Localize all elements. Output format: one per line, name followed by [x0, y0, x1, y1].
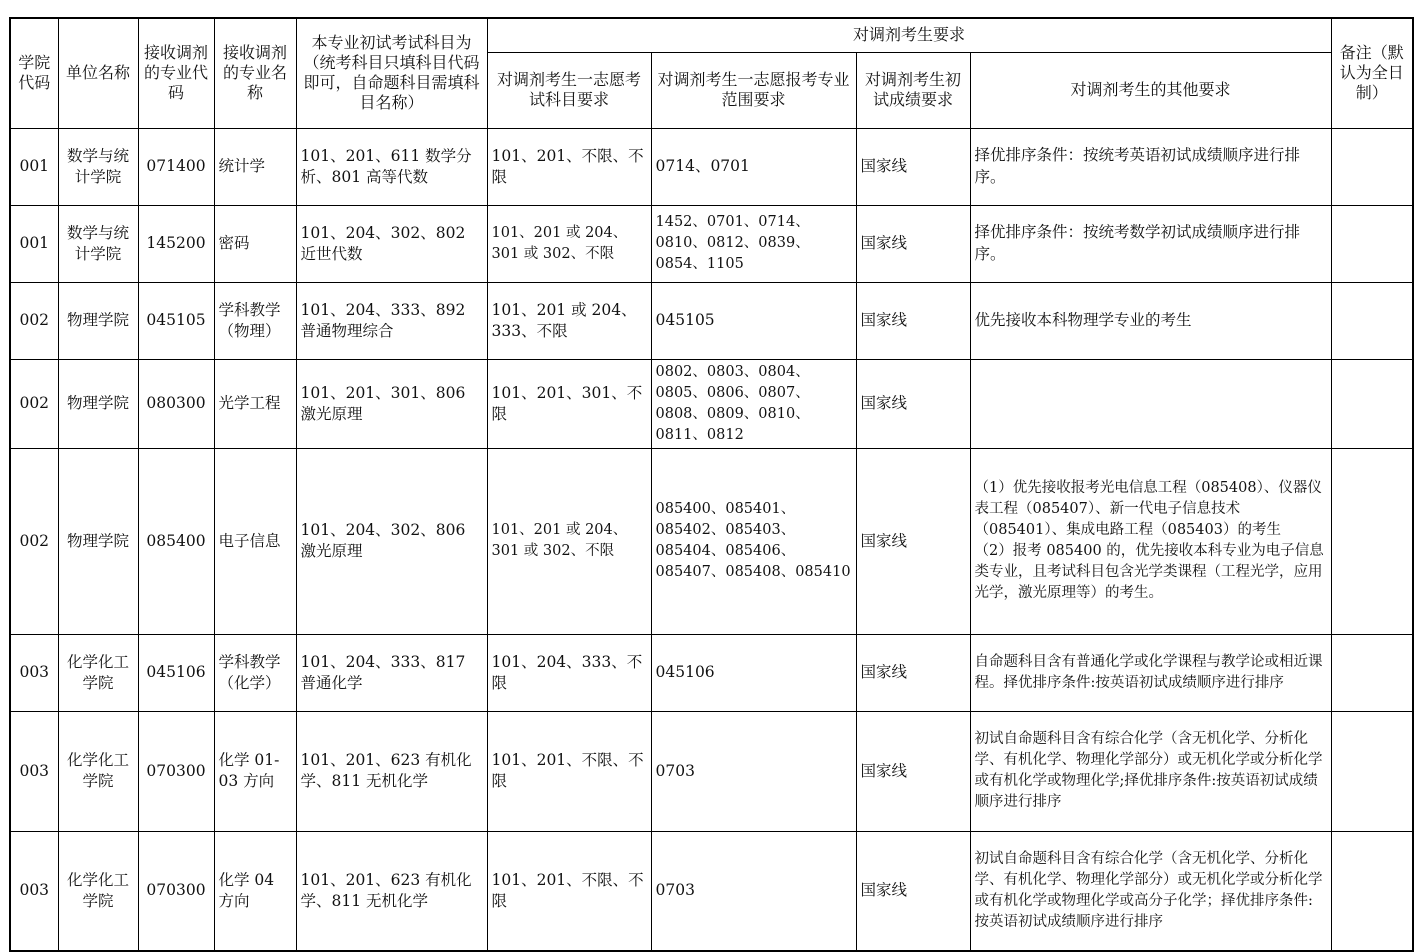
table-row [10, 448, 1413, 634]
cell-req-score: 国家线 [856, 711, 970, 831]
header-remarks: 备注（默认为全日制） [1331, 18, 1413, 128]
cell-remarks [1331, 831, 1413, 951]
table-row [10, 282, 1413, 359]
cell-subjects: 101、204、302、802 近世代数 [296, 205, 487, 282]
cell-req-other: 择优排序条件：按统考数学初试成绩顺序进行排序。 [970, 205, 1331, 282]
cell-major-name: 学科教学（物理） [214, 282, 296, 359]
table-row [10, 128, 1413, 205]
cell-req-range: 085400、085401、085402、085403、085404、085406、085407、085408、085410 [651, 448, 856, 634]
cell-req-other: 初试自命题科目含有综合化学（含无机化学、分析化学、有机化学、物理化学部分）或无机化学或分析化学或有机化学或物理化学或高分子化学；择优排序条件:按英语初试成绩顺序进行排序 [970, 831, 1331, 951]
table-body [10, 128, 1413, 951]
cell-unit: 数学与统计学院 [58, 205, 138, 282]
header-unit: 单位名称 [58, 18, 138, 128]
cell-req-other: （1）优先接收报考光电信息工程（085408）、仪器仪表工程（085407）、新一代电子信息技术（085401）、集成电路工程（085403）的考生 （2）报考 085400 的，优先接收本科专业为电子信息类专业，且考试科目包含光学类课程（工程光学，应用光学，激光原理等）的考生。 [970, 448, 1331, 634]
cell-req-range: 045105 [651, 282, 856, 359]
cell-remarks [1331, 359, 1413, 448]
cell-remarks [1331, 128, 1413, 205]
cell-remarks [1331, 711, 1413, 831]
cell-req-range: 1452、0701、0714、0810、0812、0839、0854、1105 [651, 205, 856, 282]
cell-subjects: 101、201、623 有机化学、811 无机化学 [296, 831, 487, 951]
table-row [10, 634, 1413, 711]
header-subjects: 本专业初试考试科目为（统考科目只填科目代码即可，自命题科目需填科目名称） [296, 18, 487, 128]
cell-unit: 数学与统计学院 [58, 128, 138, 205]
cell-major-name: 学科教学（化学） [214, 634, 296, 711]
cell-req-subjects: 101、201、不限、不限 [487, 128, 651, 205]
cell-unit: 化学化工学院 [58, 711, 138, 831]
cell-code: 002 [10, 448, 58, 634]
cell-unit: 物理学院 [58, 359, 138, 448]
cell-req-subjects: 101、201 或 204、333、不限 [487, 282, 651, 359]
adjustment-table [9, 17, 1414, 952]
cell-code: 002 [10, 282, 58, 359]
cell-major-name: 密码 [214, 205, 296, 282]
cell-req-score: 国家线 [856, 831, 970, 951]
cell-remarks [1331, 205, 1413, 282]
cell-req-range: 0714、0701 [651, 128, 856, 205]
header-req-range: 对调剂考生一志愿报考专业范围要求 [651, 52, 856, 128]
cell-req-score: 国家线 [856, 282, 970, 359]
cell-req-subjects: 101、201、301、不限 [487, 359, 651, 448]
cell-subjects: 101、201、623 有机化学、811 无机化学 [296, 711, 487, 831]
cell-code: 003 [10, 634, 58, 711]
cell-subjects: 101、201、301、806 激光原理 [296, 359, 487, 448]
cell-major-code: 145200 [138, 205, 214, 282]
cell-major-name: 电子信息 [214, 448, 296, 634]
header-row-1 [10, 18, 1413, 52]
cell-major-code: 085400 [138, 448, 214, 634]
cell-major-code: 070300 [138, 711, 214, 831]
table-row [10, 831, 1413, 951]
cell-req-subjects: 101、201 或 204、301 或 302、不限 [487, 205, 651, 282]
cell-subjects: 101、201、611 数学分析、801 高等代数 [296, 128, 487, 205]
header-major-name: 接收调剂的专业名称 [214, 18, 296, 128]
cell-req-range: 045106 [651, 634, 856, 711]
cell-req-other: 优先接收本科物理学专业的考生 [970, 282, 1331, 359]
table-row [10, 205, 1413, 282]
cell-req-subjects: 101、201、不限、不限 [487, 831, 651, 951]
header-major-code: 接收调剂的专业代码 [138, 18, 214, 128]
header-req-other: 对调剂考生的其他要求 [970, 52, 1331, 128]
cell-req-range: 0703 [651, 711, 856, 831]
cell-req-subjects: 101、204、333、不限 [487, 634, 651, 711]
cell-req-score: 国家线 [856, 634, 970, 711]
cell-unit: 物理学院 [58, 282, 138, 359]
cell-major-name: 统计学 [214, 128, 296, 205]
cell-major-name: 光学工程 [214, 359, 296, 448]
cell-req-subjects: 101、201、不限、不限 [487, 711, 651, 831]
cell-major-code: 070300 [138, 831, 214, 951]
cell-req-score: 国家线 [856, 448, 970, 634]
cell-req-range: 0802、0803、0804、0805、0806、0807、0808、0809、0810、0811、0812 [651, 359, 856, 448]
cell-req-other [970, 359, 1331, 448]
cell-code: 001 [10, 205, 58, 282]
cell-req-score: 国家线 [856, 359, 970, 448]
table-row [10, 359, 1413, 448]
cell-major-name: 化学 04 方向 [214, 831, 296, 951]
cell-major-name: 化学 01-03 方向 [214, 711, 296, 831]
cell-remarks [1331, 282, 1413, 359]
cell-subjects: 101、204、333、892 普通物理综合 [296, 282, 487, 359]
cell-code: 003 [10, 831, 58, 951]
header-code: 学院代码 [10, 18, 58, 128]
cell-req-other: 初试自命题科目含有综合化学（含无机化学、分析化学、有机化学、物理化学部分）或无机化学或分析化学或有机化学或物理化学;择优排序条件:按英语初试成绩顺序进行排序 [970, 711, 1331, 831]
cell-subjects: 101、204、302、806 激光原理 [296, 448, 487, 634]
cell-major-code: 045105 [138, 282, 214, 359]
table-row [10, 711, 1413, 831]
cell-req-subjects: 101、201 或 204、301 或 302、不限 [487, 448, 651, 634]
cell-subjects: 101、204、333、817 普通化学 [296, 634, 487, 711]
cell-unit: 化学化工学院 [58, 634, 138, 711]
cell-code: 001 [10, 128, 58, 205]
cell-major-code: 080300 [138, 359, 214, 448]
cell-req-other: 择优排序条件：按统考英语初试成绩顺序进行排序。 [970, 128, 1331, 205]
header-req-score: 对调剂考生初试成绩要求 [856, 52, 970, 128]
cell-major-code: 045106 [138, 634, 214, 711]
cell-remarks [1331, 634, 1413, 711]
cell-req-other: 自命题科目含有普通化学或化学课程与教学论或相近课程。择优排序条件:按英语初试成绩顺序进行排序 [970, 634, 1331, 711]
cell-req-score: 国家线 [856, 128, 970, 205]
header-requirements-group: 对调剂考生要求 [487, 18, 1331, 52]
cell-code: 003 [10, 711, 58, 831]
cell-req-score: 国家线 [856, 205, 970, 282]
cell-major-code: 071400 [138, 128, 214, 205]
cell-remarks [1331, 448, 1413, 634]
cell-unit: 物理学院 [58, 448, 138, 634]
header-req-subjects: 对调剂考生一志愿考试科目要求 [487, 52, 651, 128]
cell-code: 002 [10, 359, 58, 448]
cell-unit: 化学化工学院 [58, 831, 138, 951]
cell-req-range: 0703 [651, 831, 856, 951]
